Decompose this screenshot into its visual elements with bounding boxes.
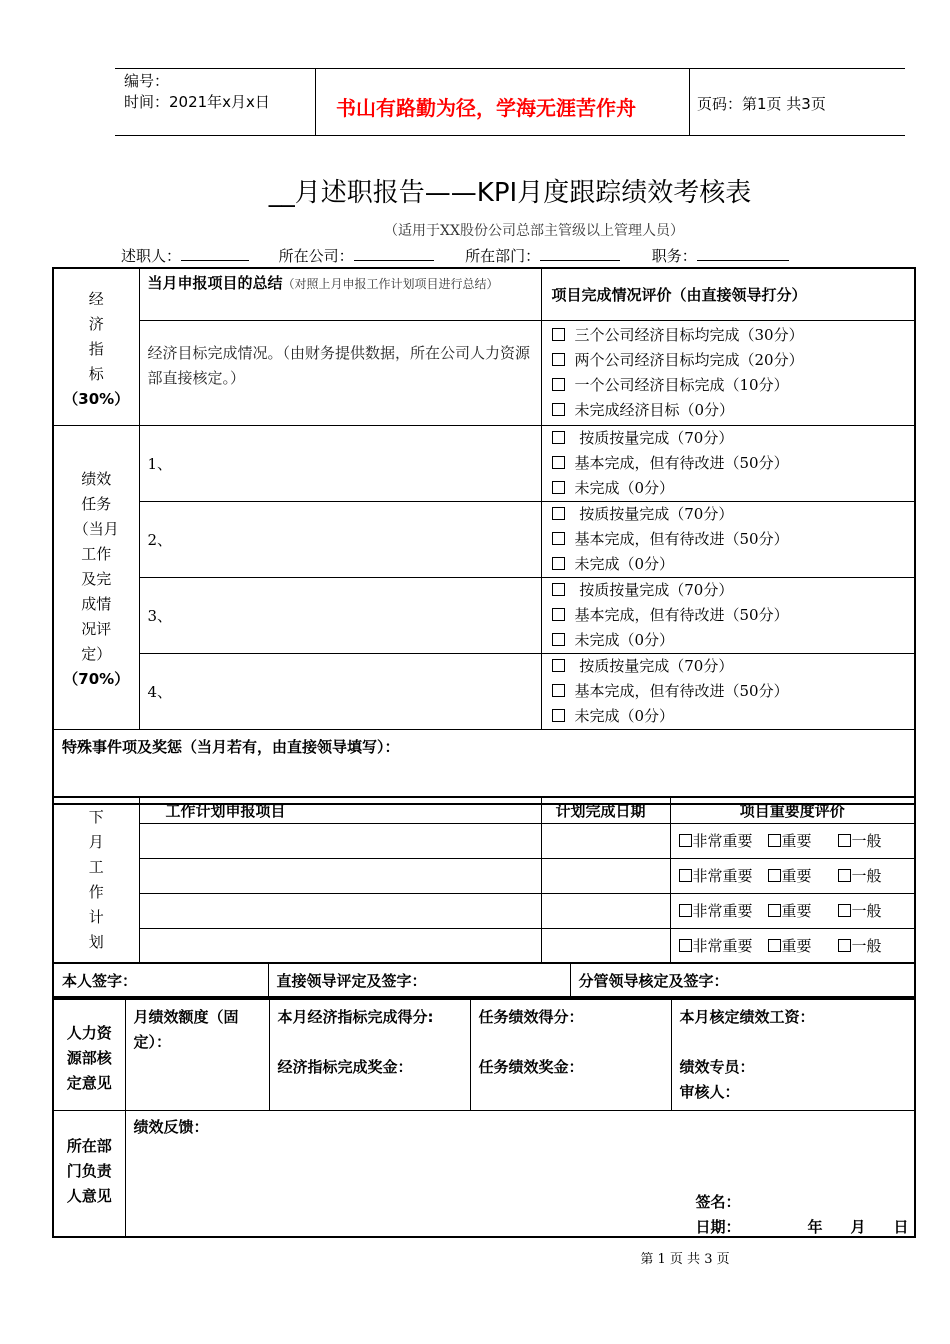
next-plan-label-char: 计 [88, 908, 104, 926]
task-cell[interactable] [139, 425, 541, 501]
performance-label-line: 任务 [81, 494, 112, 513]
dept-label-line: 所在部 [66, 1136, 112, 1155]
kpi-table [52, 267, 916, 805]
plan-item-cell[interactable] [139, 823, 541, 858]
task-options-cell [541, 577, 915, 653]
importance-option[interactable]: 重要 [768, 832, 812, 850]
signature-table [52, 962, 916, 998]
checkbox[interactable] [552, 684, 565, 697]
plan-item-cell[interactable] [139, 858, 541, 893]
checkbox[interactable] [838, 904, 851, 917]
checkbox[interactable] [552, 328, 565, 341]
importance-options [670, 858, 915, 893]
task-number: 1、 [147, 454, 173, 473]
dept-label-line: 门负责 [66, 1161, 112, 1180]
importance-option[interactable]: 非常重要 [679, 867, 753, 885]
checkbox[interactable] [552, 456, 565, 469]
dept-label-line: 人意见 [66, 1186, 112, 1205]
reporter-field[interactable] [181, 260, 249, 261]
checkbox[interactable] [552, 532, 565, 545]
economic-label-char: 标 [88, 365, 104, 384]
importance-options [670, 893, 915, 928]
importance-options [670, 928, 915, 963]
importance-option[interactable]: 非常重要 [679, 937, 753, 955]
plan-date-cell[interactable] [541, 823, 670, 858]
checkbox[interactable] [679, 834, 692, 847]
performance-label-line: 定） [81, 644, 112, 663]
dept-label-cell [53, 1111, 125, 1237]
task-option[interactable]: 未完成（0分） [552, 476, 915, 501]
economic-label-cell [53, 268, 139, 425]
reporter-label: 述职人： [121, 247, 182, 265]
title-main: 月述职报告——KPI月度跟踪绩效考核表 [294, 178, 752, 208]
performance-label-line: 及完 [81, 569, 112, 588]
company-field[interactable] [354, 260, 434, 261]
task-cell[interactable] [139, 653, 541, 729]
economic-label-pct: （30%） [63, 390, 130, 409]
checkbox[interactable] [552, 557, 565, 570]
economic-label-char: 济 [88, 315, 104, 334]
importance-option[interactable]: 重要 [768, 867, 812, 885]
checkbox[interactable] [679, 904, 692, 917]
economic-content-cell[interactable] [139, 320, 541, 425]
hr-label-cell [53, 999, 125, 1111]
supervisor-sign-cell[interactable]: 分管领导核定及签字： [570, 963, 915, 997]
task-option[interactable]: 按质按量完成（70分） [552, 426, 915, 451]
checkbox[interactable] [768, 904, 781, 917]
economic-options-cell [541, 320, 915, 425]
performance-label-pct: （70%） [63, 669, 130, 688]
eval-header: 项目完成情况评价（由直接领导打分） [551, 285, 807, 304]
header-number: 编号： [124, 72, 170, 90]
summary-header-note: （对照上月申报工作计划项目进行总结） [282, 277, 499, 291]
special-events-label: 特殊事件项及奖惩（当月若有，由直接领导填写）： [62, 737, 400, 756]
col-header-date: 计划完成日期 [541, 797, 670, 823]
importance-option[interactable]: 非常重要 [679, 902, 753, 920]
importance-option[interactable]: 非常重要 [679, 832, 753, 850]
header-page-code: 页码：第1页 共3页 [697, 95, 826, 113]
economic-option[interactable]: 两个公司经济目标均完成（20分） [552, 348, 905, 373]
dept-feedback-cell[interactable] [125, 1111, 915, 1237]
next-plan-table [52, 796, 916, 964]
department-field[interactable] [540, 260, 620, 261]
performance-label-line: 工作 [81, 544, 112, 563]
checkbox[interactable] [679, 939, 692, 952]
task-option[interactable]: 按质按量完成（70分） [552, 654, 915, 679]
month-label: 月 [850, 1218, 866, 1236]
checkbox[interactable] [552, 659, 565, 672]
day-label: 日 [893, 1218, 909, 1236]
performance-label-line: 况评 [81, 619, 112, 638]
performance-label-cell [53, 425, 139, 729]
plan-date-cell[interactable] [541, 858, 670, 893]
page-subtitle: （适用于XX股份公司总部主管级以上管理人员） [384, 223, 684, 239]
importance-option[interactable]: 重要 [768, 937, 812, 955]
importance-option[interactable]: 一般 [838, 867, 882, 885]
direct-leader-sign-cell[interactable]: 直接领导评定及签字： [268, 963, 570, 997]
position-label: 职务： [651, 247, 697, 265]
header-divider-right [689, 68, 690, 136]
checkbox[interactable] [552, 378, 565, 391]
header-time: 时间：2021年x月x日 [124, 93, 270, 111]
task-score-cell[interactable]: 任务绩效得分： 任务绩效奖金： [470, 999, 671, 1111]
col-header-item: 工作计划申报项目 [139, 797, 541, 823]
header-bottom-rule [115, 135, 905, 136]
date-label: 日期： [695, 1218, 741, 1236]
special-events-cell[interactable] [53, 729, 915, 804]
economic-label-char: 经 [88, 290, 104, 309]
position-field[interactable] [697, 260, 789, 261]
performance-label-line: （当月 [73, 519, 119, 538]
performance-label-line: 绩效 [81, 469, 112, 488]
page-footer: 第 1 页 共 3 页 [640, 1252, 730, 1267]
next-plan-label-cell [53, 797, 139, 963]
task-option[interactable]: 未完成（0分） [552, 552, 915, 577]
next-plan-label-char: 工 [88, 858, 104, 876]
checkbox[interactable] [768, 834, 781, 847]
checkbox[interactable] [552, 403, 565, 416]
hr-label-line: 定意见 [66, 1073, 112, 1092]
economic-option[interactable]: 未完成经济目标（0分） [552, 398, 905, 423]
plan-date-cell[interactable] [541, 928, 670, 963]
sign-label: 签名： [695, 1193, 741, 1211]
header-top-rule [115, 68, 905, 69]
checkbox[interactable] [552, 431, 565, 444]
year-label: 年 [807, 1218, 823, 1236]
title-blank: __ [268, 178, 295, 208]
next-plan-label-char: 作 [88, 883, 104, 901]
company-label: 所在公司： [278, 247, 354, 265]
checkbox[interactable] [838, 869, 851, 882]
page-title [0, 172, 950, 209]
checkbox[interactable] [552, 507, 565, 520]
task-option[interactable]: 按质按量完成（70分） [552, 578, 915, 603]
self-sign-cell[interactable]: 本人签字： [53, 963, 268, 997]
header-motto: 书山有路勤为径，学海无涯苦作舟 [336, 96, 636, 120]
task-cell[interactable] [139, 577, 541, 653]
task-number: 2、 [147, 530, 173, 549]
next-plan-label-char: 划 [88, 933, 104, 951]
checkbox[interactable] [768, 939, 781, 952]
checkbox[interactable] [679, 869, 692, 882]
info-row [121, 245, 789, 266]
task-options-cell [541, 653, 915, 729]
task-option[interactable]: 基本完成，但有待改进（50分） [552, 679, 915, 704]
checkbox[interactable] [768, 869, 781, 882]
task-option[interactable]: 基本完成，但有待改进（50分） [552, 603, 915, 628]
plan-date-cell[interactable] [541, 893, 670, 928]
importance-option[interactable]: 一般 [838, 832, 882, 850]
task-options-cell [541, 425, 915, 501]
checkbox[interactable] [552, 481, 565, 494]
importance-option[interactable]: 重要 [768, 902, 812, 920]
checkbox[interactable] [552, 633, 565, 646]
summary-header-bold: 当月申报项目的总结 [147, 274, 283, 292]
economic-label-char: 指 [88, 340, 104, 359]
eval-header-cell [541, 268, 915, 320]
plan-item-cell[interactable] [139, 928, 541, 963]
next-plan-label-char: 月 [88, 833, 104, 851]
checkbox[interactable] [552, 583, 565, 596]
hr-label-line: 人力资 [66, 1023, 112, 1042]
task-option[interactable]: 按质按量完成（70分） [552, 502, 915, 527]
task-option[interactable]: 未完成（0分） [552, 628, 915, 653]
plan-item-cell[interactable] [139, 893, 541, 928]
task-option[interactable]: 基本完成，但有待改进（50分） [552, 451, 915, 476]
economic-content: 经济目标完成情况。（由财务提供数据，所在公司人力资源部直接核定。） [147, 343, 531, 387]
feedback-label: 绩效反馈： [133, 1118, 209, 1136]
econ-score-cell[interactable]: 本月经济指标完成得分: 经济指标完成奖金： [269, 999, 470, 1111]
checkbox[interactable] [838, 939, 851, 952]
approved-salary-cell[interactable]: 本月核定绩效工资： 绩效专员： 审核人： [671, 999, 915, 1111]
task-option[interactable]: 未完成（0分） [552, 704, 915, 729]
checkbox[interactable] [552, 353, 565, 366]
task-option[interactable]: 基本完成，但有待改进（50分） [552, 527, 915, 552]
checkbox[interactable] [552, 608, 565, 621]
monthly-fixed-cell[interactable]: 月绩效额度（固定）： [125, 999, 269, 1111]
checkbox[interactable] [838, 834, 851, 847]
task-number: 4、 [147, 682, 173, 701]
task-number: 3、 [147, 606, 173, 625]
importance-option[interactable]: 一般 [838, 937, 882, 955]
department-label: 所在部门： [465, 247, 541, 265]
task-cell[interactable] [139, 501, 541, 577]
importance-options [670, 823, 915, 858]
performance-label-line: 成情 [81, 594, 112, 613]
importance-option[interactable]: 一般 [838, 902, 882, 920]
economic-option[interactable]: 一个公司经济目标完成（10分） [552, 373, 905, 398]
header-divider-left [315, 68, 316, 136]
hr-label-line: 源部核 [66, 1048, 112, 1067]
hr-table [52, 998, 916, 1238]
date-row [696, 1216, 909, 1237]
checkbox[interactable] [552, 709, 565, 722]
col-header-importance: 项目重要度评价 [670, 797, 915, 823]
summary-header-cell [139, 268, 541, 320]
economic-option[interactable]: 三个公司经济目标均完成（30分） [552, 323, 905, 348]
task-options-cell [541, 501, 915, 577]
next-plan-label-char: 下 [88, 808, 104, 826]
